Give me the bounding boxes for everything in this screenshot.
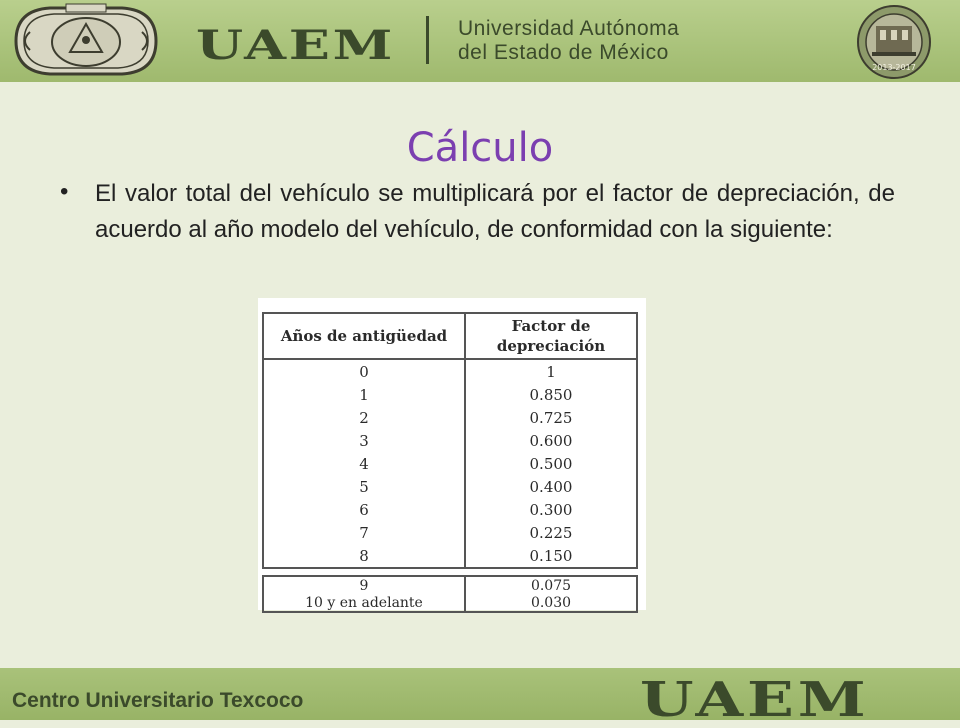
factor-cell: 0.075 <box>465 576 637 594</box>
header-divider <box>426 16 429 64</box>
footer-campus-label: Centro Universitario Texcoco <box>12 689 304 712</box>
header-factor: Factor de depreciación <box>465 313 637 359</box>
years-cell: 4 <box>263 452 465 475</box>
anniversary-seal-icon <box>842 4 946 80</box>
years-cell: 9 <box>263 576 465 594</box>
years-cell: 1 <box>263 383 465 406</box>
years-cell: 6 <box>263 498 465 521</box>
years-cell: 7 <box>263 521 465 544</box>
svg-text:2013-2017: 2013-2017 <box>872 63 916 72</box>
factor-cell: 0.150 <box>465 544 637 568</box>
factor-cell: 0.030 <box>465 594 637 612</box>
bullet-text: El valor total del vehículo se multiplicará por el factor de depreciación, de acuerdo al año modelo del vehículo, de conformidad con la siguiente: <box>95 180 895 243</box>
years-cell: 0 <box>263 359 465 383</box>
depreciation-table-image <box>258 298 646 610</box>
brand-wordmark: UAEM <box>196 22 396 69</box>
table-row <box>263 383 637 406</box>
factor-cell: 0.600 <box>465 429 637 452</box>
university-name-line1: Universidad Autónoma <box>458 17 680 40</box>
uaem-coat-of-arms-icon <box>10 2 162 80</box>
bullet-marker: • <box>60 178 69 205</box>
years-cell: 10 y en adelante <box>263 594 465 612</box>
factor-cell: 0.500 <box>465 452 637 475</box>
table-row <box>263 359 637 383</box>
factor-cell: 0.400 <box>465 475 637 498</box>
years-cell: 8 <box>263 544 465 568</box>
footer-brand-wordmark: UAEM <box>640 672 870 728</box>
table-row <box>263 576 637 594</box>
years-cell: 3 <box>263 429 465 452</box>
depreciation-table <box>262 312 638 613</box>
table-row <box>263 475 637 498</box>
years-cell: 5 <box>263 475 465 498</box>
factor-cell: 0.225 <box>465 521 637 544</box>
table-row <box>263 452 637 475</box>
table-gap <box>263 568 637 576</box>
factor-cell: 0.725 <box>465 406 637 429</box>
table-row <box>263 498 637 521</box>
years-cell: 2 <box>263 406 465 429</box>
slide-title: Cálculo <box>406 125 554 171</box>
factor-cell: 1 <box>465 359 637 383</box>
table-row <box>263 594 637 612</box>
header-years: Años de antigüedad <box>263 313 465 359</box>
table-row <box>263 544 637 568</box>
table-row <box>263 429 637 452</box>
factor-cell: 0.850 <box>465 383 637 406</box>
table-row <box>263 521 637 544</box>
table-row <box>263 406 637 429</box>
factor-cell: 0.300 <box>465 498 637 521</box>
university-name-line2: del Estado de México <box>458 41 669 64</box>
